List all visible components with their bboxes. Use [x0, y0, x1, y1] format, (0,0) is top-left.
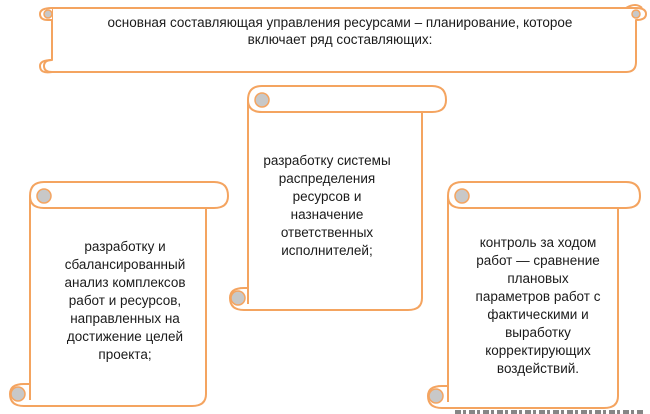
top-scroll-right-curl — [632, 10, 640, 18]
right-scroll-curl-top — [455, 189, 469, 203]
right-scroll-curl-bottom — [429, 389, 443, 403]
middle-scroll-curl-bottom — [231, 291, 245, 305]
left-scroll-curl-top — [37, 189, 51, 203]
right-scroll-text: контроль за ходом работ — сравнение плановых параметров работ с фактическими и выработку корректирующих воздействий. — [475, 235, 601, 376]
middle-scroll-text: разработку системы распределения ресурсов и назначение ответственных исполнителей; — [263, 153, 391, 258]
top-scroll-curl — [44, 10, 52, 18]
top-scroll-text: основная составляющая управления ресурсами – планирование, которое включает ряд составляющих: — [107, 15, 573, 47]
cutoff-text-fragment — [455, 404, 645, 414]
left-scroll-curl-bottom — [11, 387, 25, 401]
middle-scroll-curl-top — [255, 93, 269, 107]
left-scroll-text: разработку и сбалансированный анализ комплексов работ и ресурсов, направленных на достижение целей проекта; — [64, 239, 186, 362]
